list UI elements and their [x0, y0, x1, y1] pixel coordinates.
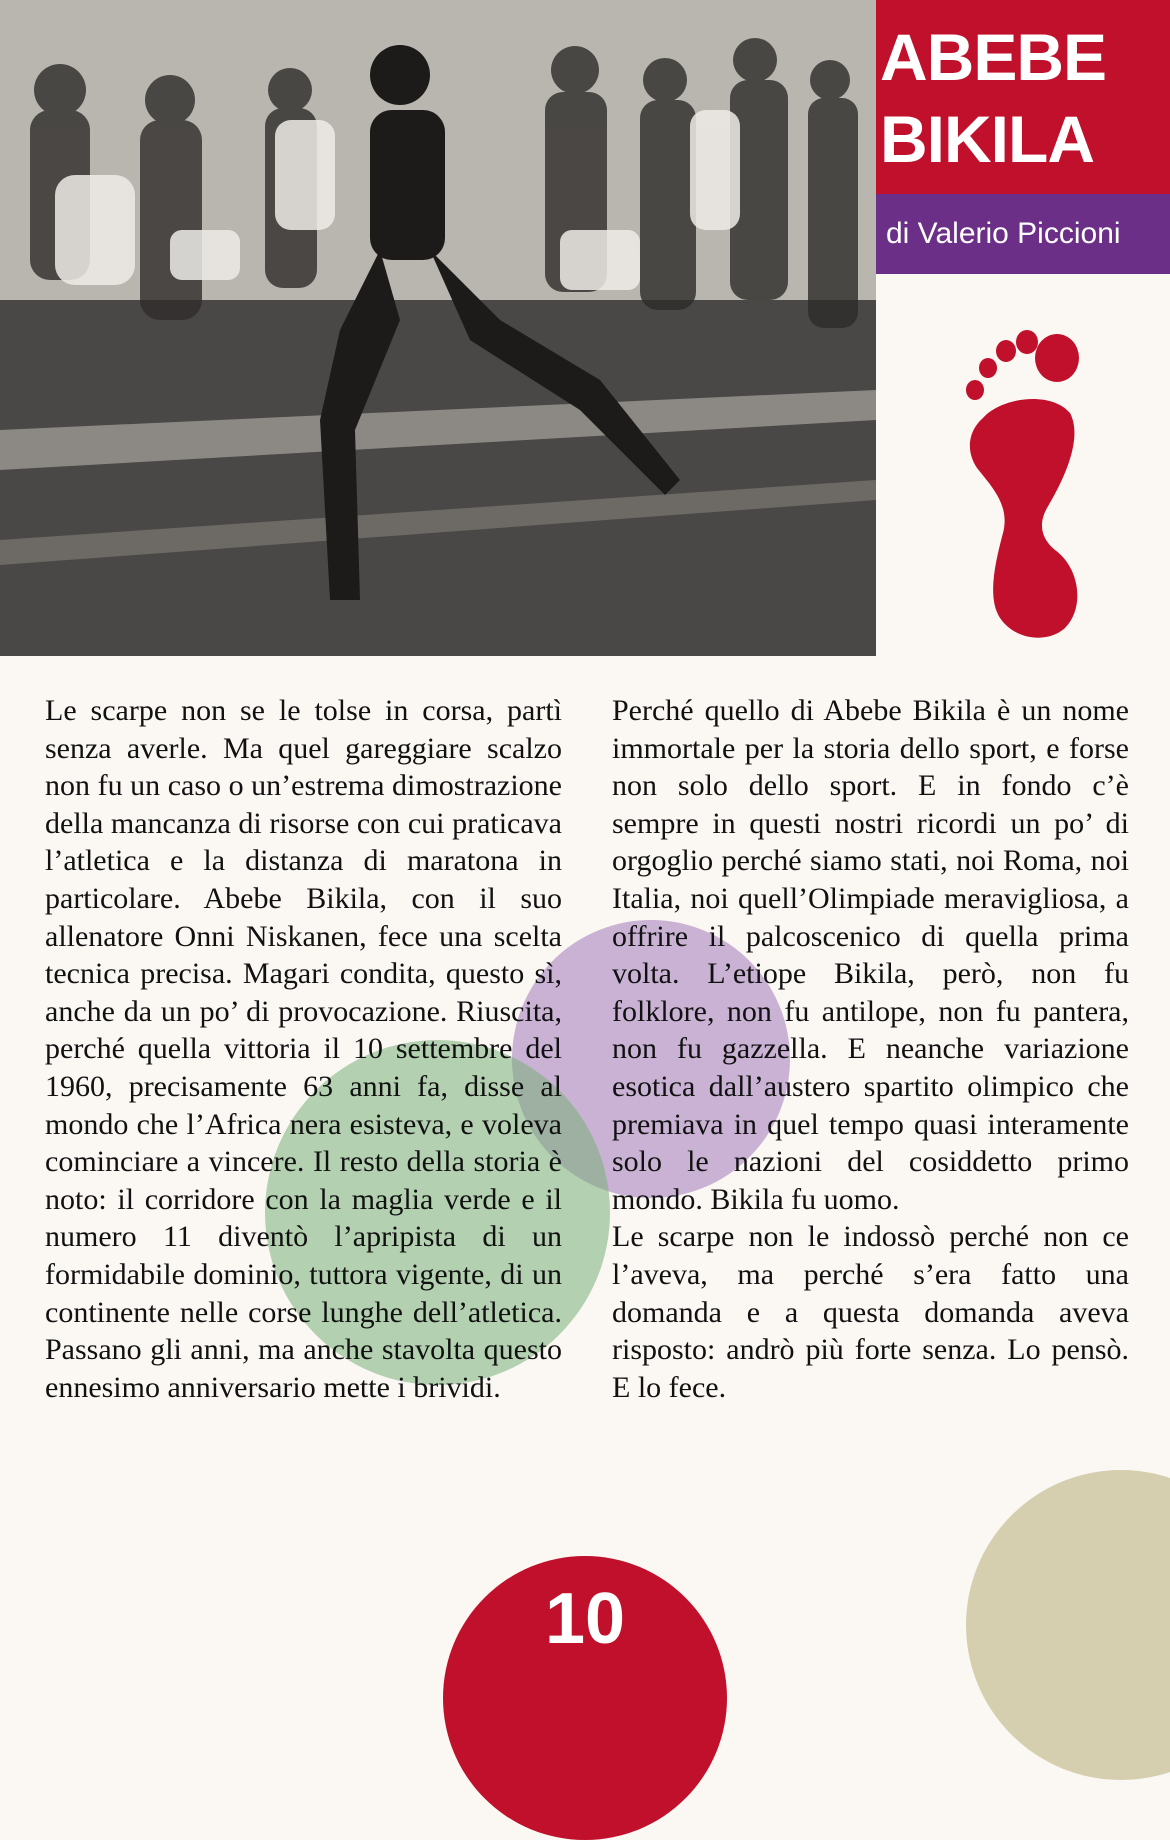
title-line-1: ABEBE: [880, 20, 1107, 94]
runners-photo-illustration: [0, 0, 876, 656]
title-line-2: BIKILA: [880, 102, 1094, 176]
article-title: [876, 0, 1170, 194]
article-column-left: [45, 692, 562, 1406]
marathon-photo: [0, 0, 876, 656]
paragraph-right-2: Le scarpe non le indossò perché non ce l’aveva, ma perché s’era fatto una domanda e a questa domanda aveva risposto: andrò più forte senza. Lo pensò. E lo fece.: [612, 1220, 1129, 1404]
decorative-beige-circle: [966, 1470, 1170, 1780]
footprint-icon: [955, 328, 1085, 640]
paragraph-left: Le scarpe non se le tolse in corsa, partì senza averle. Ma quel gareggiare scalzo non fu un caso o un’estrema dimostrazione della mancanza di risorse con cui praticava l’atletica e la distanza di maratona in particolare. Abebe Bikila, con il suo allenatore Onni Niskanen, fece una scelta tecnica precisa. Magari condita, questo sì, anche da un po’ di provocazione. Riuscita, perché quella vittoria il 10 settembre del 1960, precisamente 63 anni fa, disse al mondo che l’Africa nera esisteva, e voleva cominciare a vincere. Il resto della storia è noto: il corridore con la maglia verde e il numero 11 diventò l’apripista di un formidabile dominio, tuttora vigente, di un continente nelle corse lunghe dell’atletica. Passano gli anni, ma anche stavolta questo ennesimo anniversario mette i brividi.: [45, 694, 562, 1404]
paragraph-right-1: Perché quello di Abebe Bikila è un nome immortale per la storia dello sport, e forse non solo dello sport. E in fondo c’è sempre in questi nostri ricordi un po’ di orgoglio perché siamo stati, noi Roma, noi Italia, noi quell’Olimpiade meravigliosa, a offrire il palcoscenico di quella prima volta. L’etiope Bikila, però, non fu folklore, non fu antilope, non fu pantera, non fu gazzella. E neanche variazione esotica dall’austero spartito olimpico che premiava in quel tempo quasi interamente solo le nazioni del cosiddetto primo mondo. Bikila fu uomo.: [612, 694, 1129, 1216]
article-column-right: [612, 692, 1129, 1406]
author-byline: di Valerio Piccioni: [876, 194, 1170, 274]
page-number: 10: [544, 1579, 626, 1659]
